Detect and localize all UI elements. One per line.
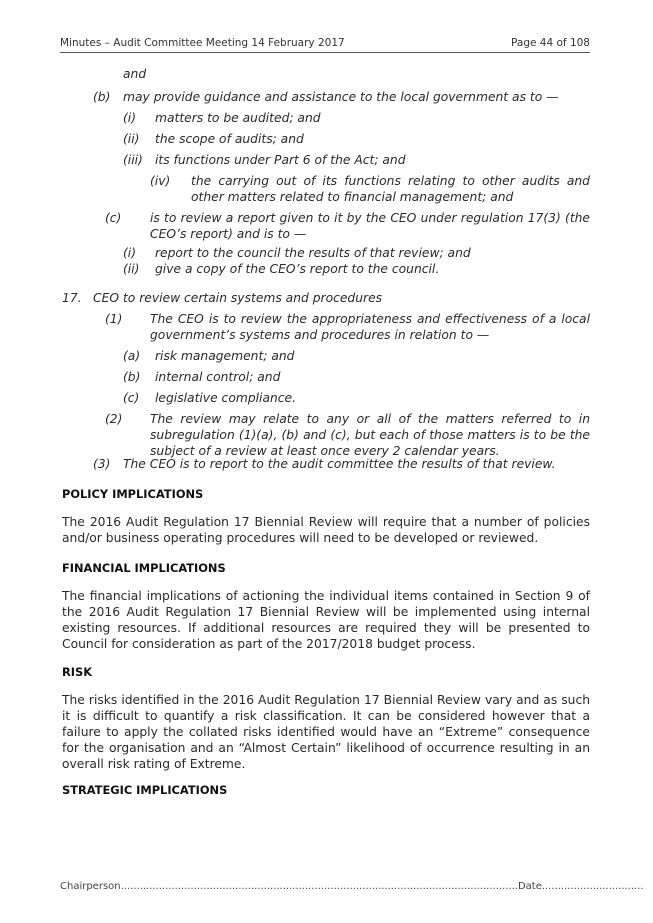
risk-heading: RISK [62, 665, 93, 679]
strategic-heading: STRATEGIC IMPLICATIONS [62, 783, 228, 797]
reg16-b-text: may provide guidance and assistance to the local government as to — [123, 90, 559, 104]
reg16-b-ii-text: the scope of audits; and [155, 132, 304, 146]
reg17-b-label: (b) [123, 370, 141, 384]
reg16-b-label: (b) [93, 90, 111, 104]
reg16-b-i-label: (i) [123, 111, 137, 125]
reg16-c-ii-label: (ii) [123, 262, 140, 276]
reg17-p2-text: The review may relate to any or all of the matters referred to in subregulation (1)(a), (b) and (c), but each of those matters is to be the subject of a review at least once every 2 calendar years. [150, 412, 590, 458]
financial-text: The financial implications of actioning the individual items contained in Section 9 of the 2016 Audit Regulation 17 Biennial Review will be implemented using internal existing resources. If additional resources are required they will be presented to Council for consideration as part of the 2017/2018 budget process. [62, 589, 590, 651]
reg16-b-i-text: matters to be audited; and [155, 111, 321, 125]
reg16-c-label: (c) [105, 211, 122, 225]
reg16-b-iii-label: (iii) [123, 153, 143, 167]
financial-heading: FINANCIAL IMPLICATIONS [62, 561, 226, 575]
reg16-and: and [123, 67, 147, 81]
risk-text: The risks identified in the 2016 Audit Regulation 17 Biennial Review vary and as such it is difficult to quantify a risk classification. It can be considered however that a failure to apply the collated risks identified would have an “Extreme” consequence for the organisation and an “Almost Certain” likelihood of occurrence resulting in an overall risk rating of Extreme. [62, 693, 590, 771]
reg17-p3-label: (3) [93, 457, 111, 471]
reg16-b-ii-label: (ii) [123, 132, 140, 146]
reg17-c-text: legislative compliance. [155, 391, 297, 405]
reg16-b-iv-label: (iv) [150, 174, 171, 188]
reg17-a-label: (a) [123, 349, 141, 363]
reg17-b-text: internal control; and [155, 370, 281, 384]
reg16-c-i-label: (i) [123, 246, 137, 260]
reg17-p1-label: (1) [105, 312, 123, 326]
header-title: Minutes – Audit Committee Meeting 14 February 2017 [60, 37, 345, 49]
reg17-a-text: risk management; and [155, 349, 295, 363]
reg17-p3-text: The CEO is to report to the audit committee the results of that review. [123, 457, 556, 471]
reg16-c-i-text: report to the council the results of that review; and [155, 246, 471, 260]
reg17-c-label: (c) [123, 391, 140, 405]
reg16-c-ii-text: give a copy of the CEO’s report to the council. [155, 262, 440, 276]
reg17-p1-text: The CEO is to review the appropriateness and effectiveness of a local government’s systems and procedures in relation to — [150, 312, 590, 342]
header-divider [60, 52, 590, 53]
policy-heading: POLICY IMPLICATIONS [62, 487, 204, 501]
page-header [60, 37, 590, 49]
policy-text: The 2016 Audit Regulation 17 Biennial Review will require that a number of policies and/or business operating procedures will need to be developed or reviewed. [62, 515, 590, 545]
reg16-b-iii-text: its functions under Part 6 of the Act; and [155, 153, 406, 167]
signature-line: Chairperson.............................................................................................................................Date................................ [60, 881, 644, 892]
reg16-b-iv-text: the carrying out of its functions relating to other audits and other matters related to financial management; and [191, 174, 590, 204]
page-number: Page 44 of 108 [511, 37, 590, 49]
reg17-number: 17. [62, 291, 82, 305]
reg17-title: CEO to review certain systems and procedures [93, 291, 383, 305]
reg17-p2-label: (2) [105, 412, 123, 426]
reg16-c-text: is to review a report given to it by the CEO under regulation 17(3) (the CEO’s report) and is to — [150, 211, 590, 241]
